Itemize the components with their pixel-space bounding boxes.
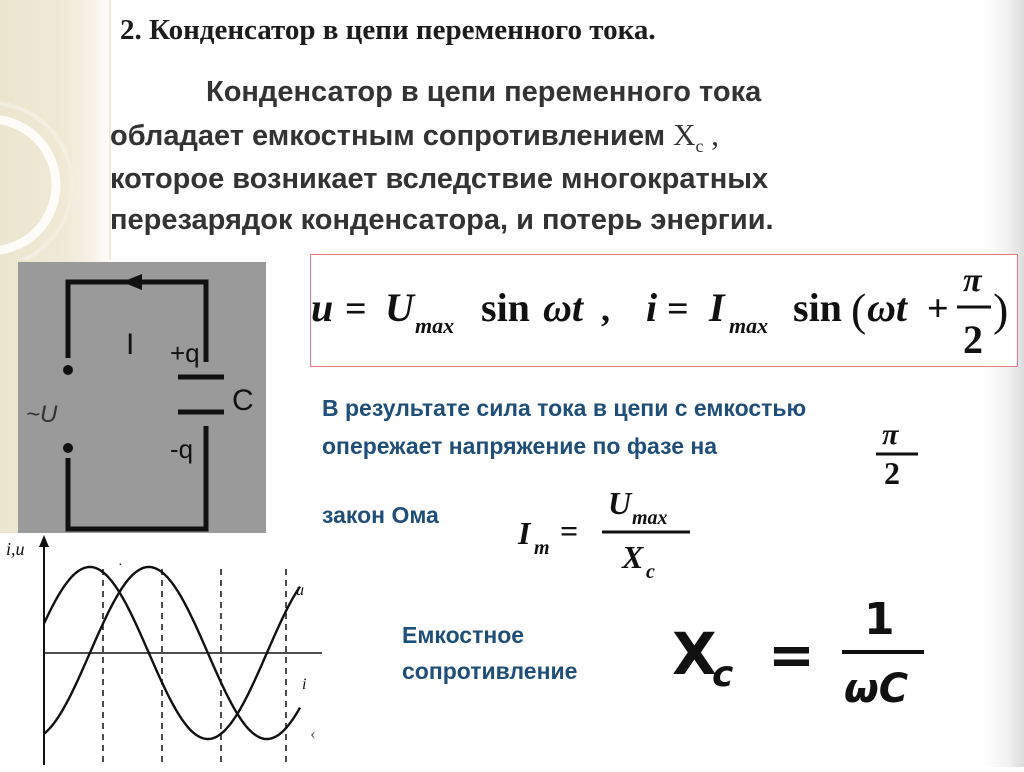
phase-fraction (868, 418, 928, 490)
u-curve-label: u (296, 582, 304, 599)
circuit-diagram (18, 262, 266, 546)
svg-text:U: U (608, 485, 632, 521)
svg-text:max: max (729, 313, 769, 338)
svg-text:sin: sin (793, 285, 842, 330)
svg-text:ωt: ωt (867, 285, 908, 330)
svg-text:ωt: ωt (543, 285, 584, 330)
svg-text:max: max (632, 507, 668, 529)
svg-text:=: = (667, 288, 689, 330)
plus-charge-label: +q (170, 338, 200, 368)
ohm-law-label: закон Ома (322, 502, 439, 528)
cap-label-line-2: сопротивление (402, 657, 578, 684)
svg-text:1: 1 (864, 594, 895, 645)
body-line-1: Конденсатор в цепи переменного тока (206, 76, 762, 108)
y-axis-arrow-icon (39, 535, 49, 547)
svg-text:=: = (768, 623, 815, 688)
svg-text:(: ( (851, 284, 867, 335)
capacitive-resistance-label (402, 618, 662, 689)
svg-text:sin: sin (481, 285, 530, 330)
svg-text:‹: ‹ (310, 723, 316, 743)
svg-text:=: = (560, 513, 579, 549)
current-arrow-icon (122, 274, 142, 290)
svg-text:X: X (672, 620, 717, 688)
svg-text:): ) (993, 284, 1009, 335)
svg-text:=: = (345, 288, 367, 330)
svg-text:·: · (118, 558, 123, 573)
svg-text:π: π (882, 418, 899, 451)
current-label: I (126, 328, 135, 361)
phase-graph (0, 533, 324, 767)
voltage-formula (311, 285, 610, 338)
capacitive-formula (668, 588, 932, 714)
svg-text:+: + (927, 288, 949, 330)
intro-paragraph (110, 72, 950, 240)
svg-text:π: π (963, 262, 982, 299)
formula-box (310, 254, 1018, 367)
svg-text:u: u (311, 285, 334, 330)
svg-text:,: , (601, 289, 610, 329)
svg-text:m: m (534, 537, 550, 559)
body-line-2: обладает емкостным сопротивлением (110, 119, 666, 152)
svg-text:2: 2 (963, 317, 983, 362)
svg-text:X: X (622, 539, 644, 575)
source-label: ~U (26, 401, 58, 428)
result-line-1: В результате сила тока в цепи с емкостью (322, 395, 807, 421)
svg-text:U: U (385, 285, 414, 330)
y-axis-label: i,u (6, 539, 25, 559)
slide-title: 2. Конденсатор в цепи переменного тока. (120, 14, 656, 46)
cap-label-line-1: Емкостное (402, 622, 525, 648)
minus-charge-label: -q (170, 434, 194, 464)
current-formula (646, 262, 1008, 362)
body-line-3: которое возникает вследствие многократных (110, 162, 769, 195)
i-curve-label: i (302, 676, 307, 693)
svg-text:i: i (646, 285, 658, 330)
svg-text:max: max (415, 313, 455, 338)
ohm-law-formula (514, 478, 694, 582)
body-line-4: перезарядок конденсатора, и потерь энергии. (110, 203, 774, 236)
decorative-right-shadow (984, 0, 1024, 767)
svg-text:I: I (518, 515, 531, 551)
svg-text:2: 2 (884, 455, 900, 490)
svg-text:I: I (709, 285, 725, 330)
capacitor-label: C (232, 384, 254, 417)
svg-text:c: c (712, 654, 734, 695)
svg-text:ωC: ωC (844, 666, 909, 712)
result-line-2: опережает напряжение по фазе на (322, 432, 718, 459)
svg-text:c: c (646, 561, 655, 582)
xc-symbol: $X_c$ , (673, 116, 719, 156)
